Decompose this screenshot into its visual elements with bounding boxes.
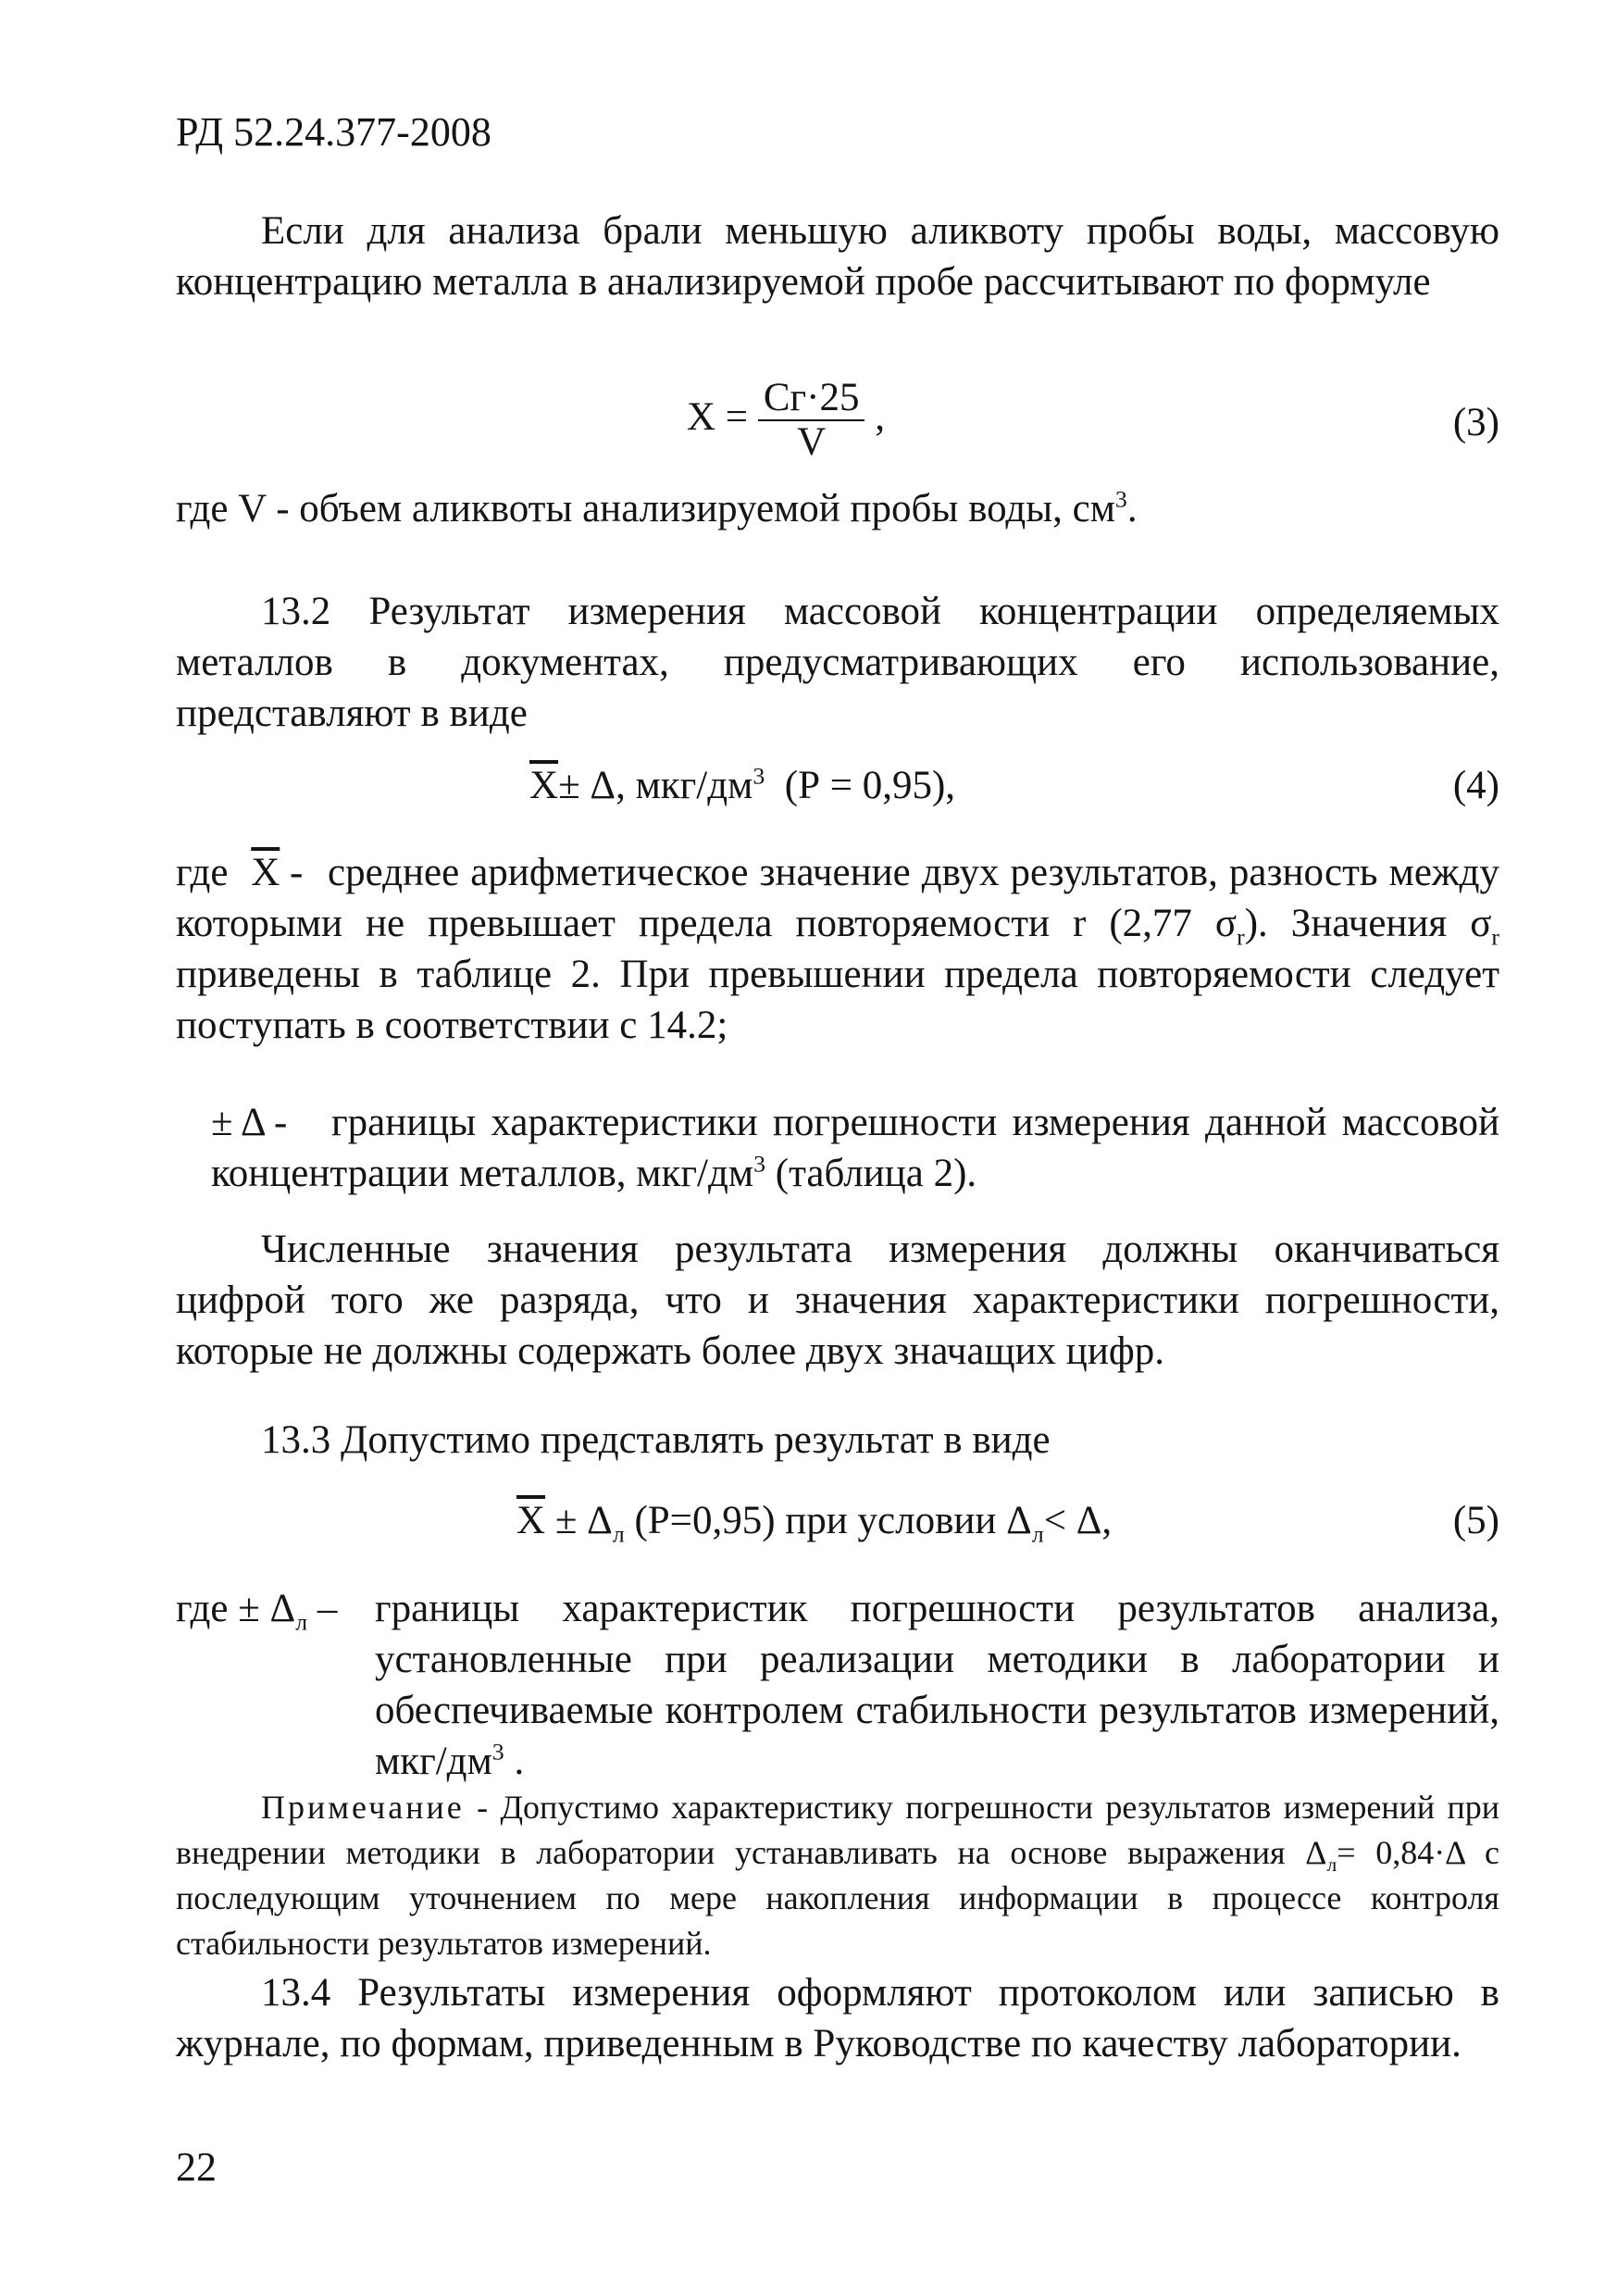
note-text-b: = 0,84·Δ с последующим уточнением по мере накопления информации в процессе контроля стабильности результатов измерений. [176, 1834, 1499, 1962]
definition-delta-l-term [176, 1583, 337, 1634]
definition-xbar [176, 847, 1499, 1106]
formula-3-comma: , [875, 394, 885, 439]
definition-xbar-sub2: r [1491, 923, 1499, 951]
page-number: 22 [176, 2144, 217, 2190]
note-label: Примечание [261, 1789, 465, 1826]
definition-delta-l [176, 1583, 1499, 1787]
definition-delta-l-sup: 3 [491, 1738, 504, 1766]
document-code: РД 52.24.377-2008 [176, 109, 491, 155]
equation-number-3: (3) [1452, 401, 1499, 444]
definition-v-suffix: . [1126, 487, 1138, 530]
definition-xbar-where: где [176, 851, 229, 894]
definition-v-text: где V - объем аликвоты анализируемой пробы воды, см [176, 487, 1115, 530]
definition-delta-l-text-a: границы характеристик погрешности результатов анализа, установленные при реализации методики в лаборатории и обеспечиваемые контролем стабильности результатов измерений, мкг/дм [375, 1587, 1499, 1783]
definition-v [176, 486, 1138, 531]
definition-xbar-text [176, 847, 1499, 1051]
definition-delta-l-text-b: . [504, 1740, 525, 1783]
definition-v-sup: 3 [1114, 485, 1127, 513]
note-sub: л [1326, 1853, 1337, 1877]
definition-xbar-sub1: r [1237, 923, 1245, 951]
formula-4-tail: (Р = 0,95), [784, 764, 956, 807]
equation-number-4: (4) [1452, 764, 1499, 807]
formula-4 [529, 763, 955, 808]
definition-delta-term: ± Δ - [211, 1101, 288, 1144]
formula-5-sub: л [612, 1520, 625, 1548]
definition-xbar-text-c: приведены в таблице 2. При превышении предела повторяемости следует поступать в соответствии с 14.2; [176, 953, 1499, 1047]
formula-4-xbar: $\overline{X}$ [529, 764, 559, 807]
formula-3 [687, 377, 885, 464]
definition-delta-sup: 3 [753, 1150, 765, 1178]
note-text-a: - Допустимо характеристику погрешности результатов измерений при внедрении методики в лаборатории устанавливать на основе выражения Δ [176, 1789, 1499, 1871]
definition-xbar-dash: - [290, 851, 304, 894]
paragraph-13-4: 13.4 Результаты измерения оформляют протоколом или записью в журнале, по формам, приведенным в Руководстве по качеству лаборатории. [176, 1971, 1499, 2065]
definition-delta-l-term-a: где ± Δ [176, 1587, 296, 1630]
definition-xbar-symbol: $\overline{X}$ [251, 851, 280, 894]
note [176, 1785, 1499, 1966]
formula-3-lhs: X = [687, 394, 749, 439]
formula-4-body: ± Δ, мкг/дм [558, 764, 753, 807]
equation-number-5: (5) [1452, 1499, 1499, 1542]
definition-delta-text [211, 1097, 1499, 1199]
formula-5-mid: (Р=0,95) при условии Δ [624, 1499, 1032, 1542]
definition-delta-l-term-b: – [307, 1587, 338, 1630]
definition-xbar-text-b: ). Значения σ [1244, 902, 1492, 945]
formula-3-numerator: Сг·25 [758, 377, 865, 421]
paragraph-13-2: 13.2 Результат измерения массовой концентрации определяемых металлов в документах, предусматривающих его использование, представляют в виде [176, 590, 1499, 735]
formula-5-sub2: л [1031, 1520, 1044, 1548]
definition-delta-l-text [375, 1583, 1499, 1787]
formula-4-sup: 3 [753, 762, 765, 790]
formula-3-fraction [758, 377, 865, 464]
definition-delta [211, 1097, 1499, 1208]
definition-xbar-text-a: среднее арифметическое значение двух результатов, разность между которыми не превышает предела повторяемости r (2,77 σ [176, 851, 1499, 945]
formula-5 [516, 1498, 1113, 1548]
formula-3-denominator: V [797, 420, 827, 464]
paragraph-13-1-continuation: Если для анализа брали меньшую аликвоту пробы воды, массовую концентрацию металла в анализируемой пробе рассчитывают по формуле [176, 209, 1499, 304]
paragraph-numeric-values: Численные значения результата измерения должны оканчиваться цифрой того же разряда, что и значения характеристики погрешности, которые не должны содержать более двух значащих цифр. [176, 1228, 1499, 1373]
definition-delta-l-term-sub: л [295, 1608, 308, 1636]
definition-delta-text-b: (таблица 2). [765, 1152, 977, 1195]
formula-5-tail: < Δ, [1043, 1499, 1113, 1542]
definition-delta-text-a: границы характеристики погрешности измерения данной массовой концентрации металлов, мкг/дм [211, 1101, 1499, 1195]
paragraph-13-3: 13.3 Допустимо представлять результат в виде [261, 1418, 1051, 1462]
formula-5-xbar: $\overline{X}$ [516, 1499, 546, 1542]
formula-5-pm: ± Δ [554, 1499, 613, 1542]
